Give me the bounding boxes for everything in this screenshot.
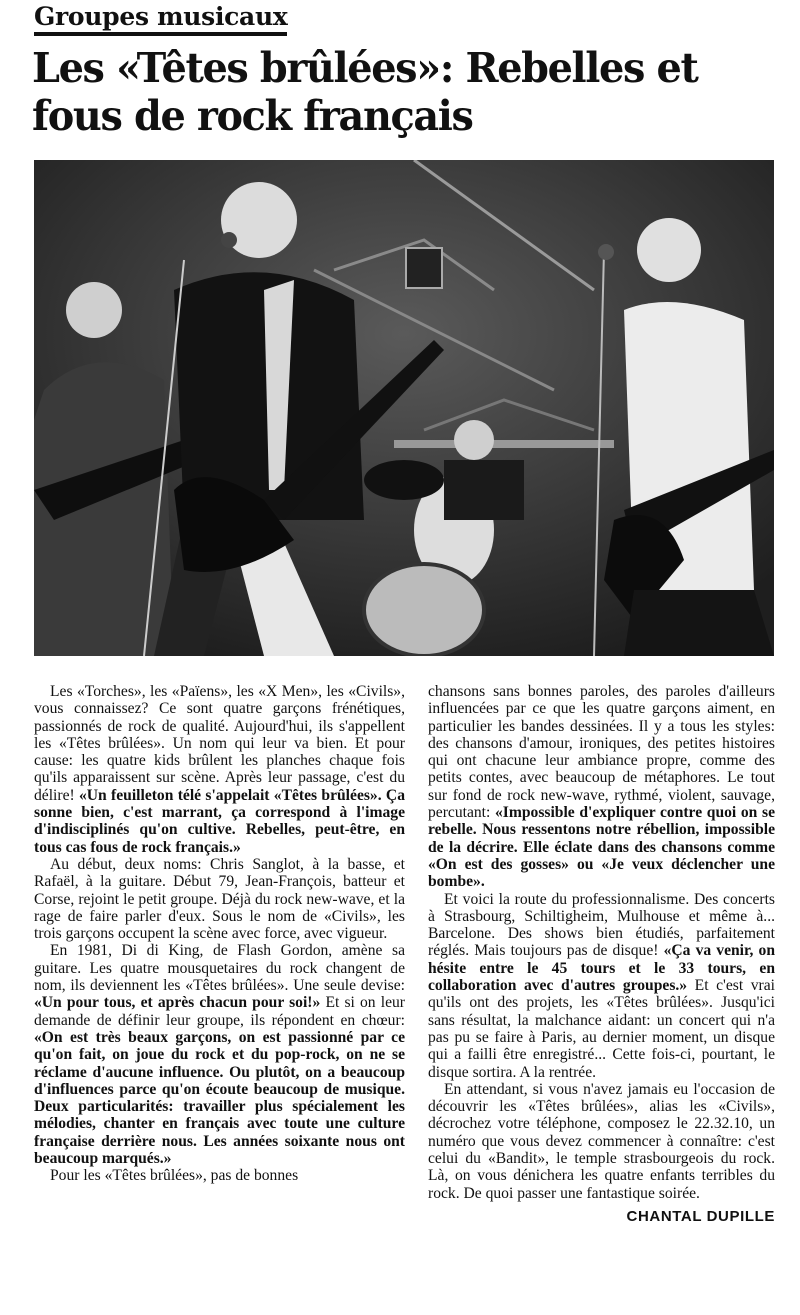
section-kicker: Groupes musicaux [34, 2, 287, 36]
body-text: Les «Torches», les «Païens», les «X Men», les «Civils», vous connaissez? Ce sont quatre garçons frénétiques, passionnés de rock de qualité. Aujourd'hui, ils s'appellent les «Têtes brûlées». Un nom qui leur va bien. Et pour cause: les quatre kids brûlent les planches chaque fois qu'ils apparaissent sur scène. Après leur passage, c'est du délire! [34, 683, 405, 804]
body-text: En 1981, Di di King, de Flash Gordon, amène sa guitare. Les quatre mousquetaires du rock changent de nom, ils deviennent les «Têtes brûlées». Une seule devise: [34, 942, 405, 995]
article-paragraph [34, 942, 405, 1167]
photo-image-icon [34, 160, 774, 656]
body-text: Et voici la route du professionnalisme. Des concerts à Strasbourg, Schiltigheim, Mulhouse et même à... Barcelone. Des shows bien étudiés, parfaitement réglés. Mais toujours pas de disque! [428, 890, 775, 960]
body-text: Et c'est vrai qu'ils ont des projets, les «Têtes brûlées». Jusqu'ici sans résultat, la malchance aidant: un concert qui n'a pas pu se faire à Paris, au dernier moment, un disque qui a failli être enregistré... Cette fois-ci, pourtant, le disque sortira. A la rentrée. [428, 977, 775, 1081]
quoted-text: «Impossible d'expliquer contre quoi on se rebelle. Nous ressentons notre rébellion, impossible de la décrire. Elle éclate dans des chansons comme «On est des gosses» ou «Je veux déclencher une bombe». [428, 804, 775, 891]
body-text: chansons sans bonnes paroles, des paroles d'ailleurs influencées par ce que les quatre garçons aiment, en particulier les bandes dessinées. Il y a tous les styles: des chansons d'amour, ironiques, des petites histoires qui ont chacune leur ambiance propre, comme des petits contes, avec beaucoup de métaphores. Le tout sur fond de rock new-wave, rythmé, violent, sauvage, percutant: [428, 683, 775, 822]
author-byline: CHANTAL DUPILLE [626, 1207, 775, 1225]
article-paragraph [428, 891, 775, 1081]
article-column-right [428, 683, 775, 1225]
quoted-text: «On est très beaux garçons, on est passionné par ce qu'on fait, on joue du rock et du pop-rock, on ne se réclame d'aucune influence. Ou plutôt, on a beaucoup d'influences parce qu'on écoute beaucoup de musique. Deux particularités: travailler plus spécialement les mélodies, chanter en français avec toute une culture française derrière nous. Les années soixante nous ont beaucoup marqués.» [34, 1028, 405, 1168]
quoted-text: «Ça va venir, on hésite entre le 45 tours et le 33 tours, en collaboration avec d'autres groupes.» [428, 942, 775, 995]
quoted-text: «Un feuilleton télé s'appelait «Têtes brûlées». Ça sonne bien, c'est marrant, ça correspond à l'image d'indisciplinés qu'on cultive. Rebelles, peut-être, en tous cas fous de rock français.» [34, 786, 405, 856]
quoted-text: «Un pour tous, et après chacun pour soi!» [34, 994, 321, 1012]
article-paragraph [34, 856, 405, 942]
body-text: Pour les «Têtes brûlées», pas de bonnes [50, 1167, 299, 1185]
body-text: Et si on leur demande de définir leur groupe, ils répondent en chœur: [34, 994, 405, 1029]
body-text: Au début, deux noms: Chris Sanglot, à la basse, et Rafaël, à la guitare. Début 79, Jean-François, batteur et Corse, rejoint le petit groupe. Déjà du rock new-wave, et la rage de faire parler d'eux. Sous le nom de «Civils», les trois garçons occupent la scène avec force, avec vigueur. [34, 855, 405, 943]
article-paragraph [428, 1081, 775, 1202]
article-paragraph [34, 1167, 405, 1184]
body-text: En attendant, si vous n'avez jamais eu l'occasion de découvrir les «Têtes brûlées», alias les «Civils», décrochez votre téléphone, composez le 22.32.10, un numéro que vous devez commencer à connaître: c'est celui du «Bandit», le temple strasbourgeois du rock. Là, on vous dénichera les quatre enfants terribles du rock. De quoi passer une fantastique soirée. [428, 1080, 775, 1202]
article-headline: Les «Têtes brûlées»: Rebelles et fous de rock français [32, 44, 698, 140]
article-column-left [34, 683, 405, 1185]
article-paragraph [34, 683, 405, 856]
article-paragraph [428, 683, 775, 891]
concert-photo [34, 160, 774, 656]
